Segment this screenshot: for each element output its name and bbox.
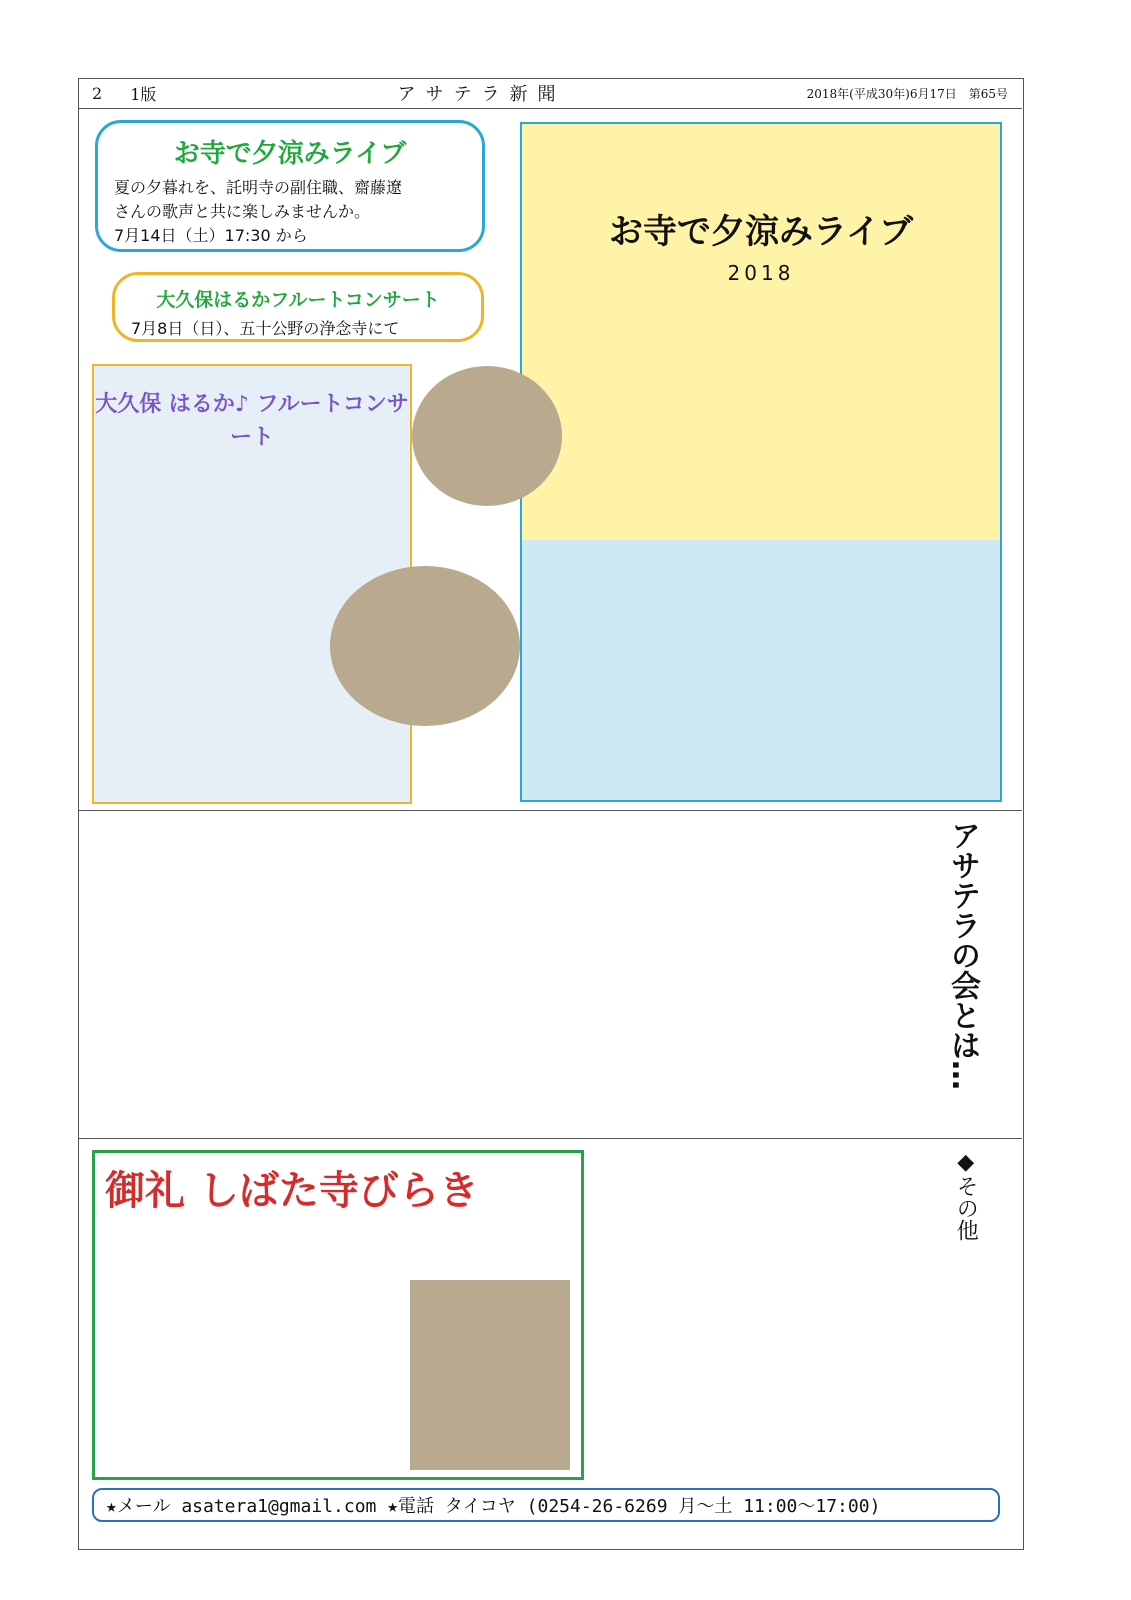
live-line2: さんの歌声と共に楽しみませんか。 — [114, 202, 371, 221]
temple-photo — [330, 566, 520, 726]
live-bubble — [95, 120, 485, 252]
poster-title: お寺で夕涼みライブ — [609, 212, 913, 252]
live-poster — [520, 122, 1002, 802]
section-title: アサテラの会とは… — [945, 820, 980, 1090]
paper-title: アサテラ新聞 — [397, 84, 566, 105]
divider — [78, 1138, 1022, 1139]
live-title: お寺で夕涼みライブ — [173, 139, 407, 169]
concert-bubble — [112, 272, 484, 342]
poster-year: 2018 — [727, 261, 795, 285]
concert-flyer-title: 大久保 はるか♪ フルートコンサート — [95, 392, 409, 450]
edition: 1版 — [130, 84, 157, 104]
performer-photo — [412, 366, 562, 506]
poster-lower — [522, 540, 1000, 800]
live-text — [114, 176, 466, 248]
concert-bubble-title: 大久保はるかフルートコンサート — [156, 289, 440, 311]
issue-date: 2018年(平成30年)6月17日 第65号 — [806, 86, 1008, 101]
thanks-title: 御礼 しばた寺びらき — [105, 1168, 479, 1214]
live-line3: 7月14日（土）17:30 から — [114, 226, 308, 245]
page-number: 2 — [92, 83, 103, 103]
other-heading: ◆その他 — [953, 1150, 979, 1241]
contact-bar: ★メール asatera1@gmail.com ★電話 タイコヤ (0254-26-6269 月～土 11:00～17:00) — [92, 1488, 1000, 1522]
pagoda-photo — [410, 1280, 570, 1470]
header — [78, 78, 1022, 109]
divider — [78, 810, 1022, 811]
live-line1: 夏の夕暮れを、託明寺の副住職、齋藤遼 — [114, 178, 403, 197]
concert-bubble-line1: 7月8日（日）、五十公野の浄念寺にて — [131, 319, 400, 338]
